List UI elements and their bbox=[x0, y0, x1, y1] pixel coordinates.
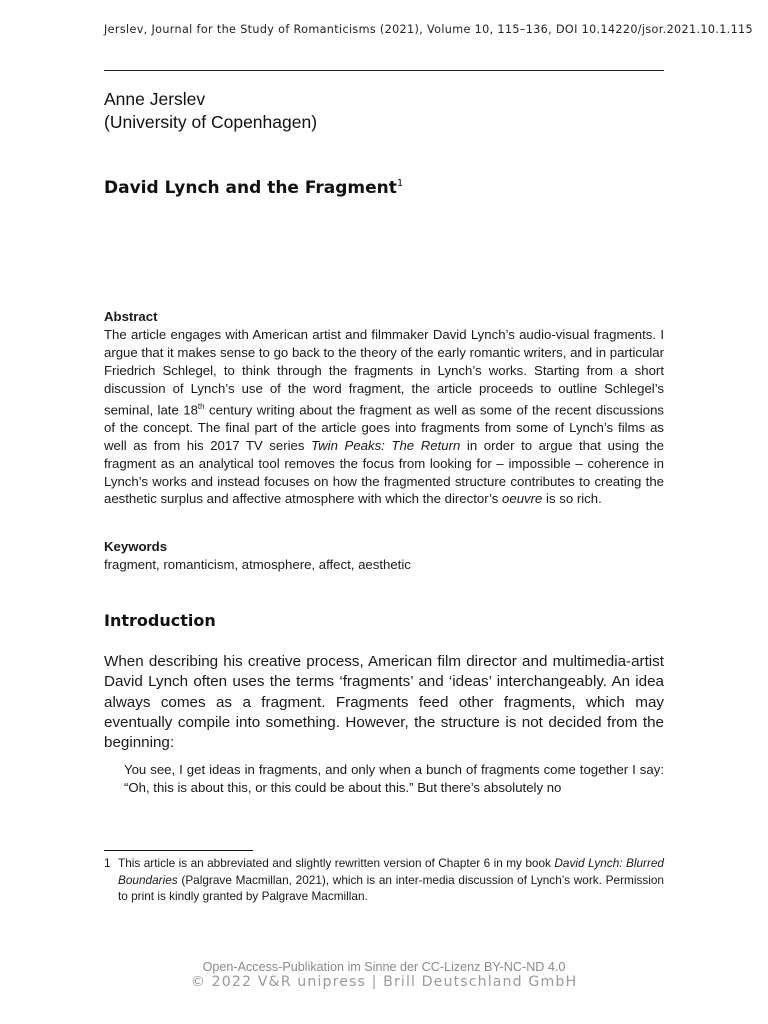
footnote-text bbox=[118, 855, 664, 905]
footnote-number: 1 bbox=[104, 856, 111, 870]
running-head: Jerslev, Journal for the Study of Romanticisms (2021), Volume 10, 115–136, DOI 10.14220/jsor.2021.10.1.115 bbox=[104, 23, 753, 36]
block-quote: You see, I get ideas in fragments, and only when a bunch of fragments come together I say: “Oh, this is about this, or this could be about this.” But there’s absolutely no bbox=[124, 762, 664, 796]
author-affiliation: (University of Copenhagen) bbox=[104, 112, 318, 132]
abstract-text-part: in order to argue that using the fragment as an analytical tool removes the focus from looking for – impossible – coherence in Lynch’s works and instead focuses on how the fragmented structure contributes to creating the aesthetic surplus and affective atmosphere with which the director’s bbox=[104, 437, 665, 507]
header-rule bbox=[104, 70, 664, 71]
author-name: Anne Jerslev bbox=[104, 89, 206, 109]
license-notice: Open-Access-Publikation im Sinne der CC-Lizenz BY-NC-ND 4.0 bbox=[202, 960, 566, 974]
footnote bbox=[104, 855, 664, 905]
introduction-paragraph: When describing his creative process, American film director and multimedia-artist David Lynch often uses the terms ‘fragments’ and ‘ideas’ interchangeably. An idea always comes as a fragment. Fragments feed other fragments, which may eventually compile into something. However, the structure is not decided from the beginning: bbox=[104, 653, 664, 752]
series-title-italic: Twin Peaks: The Return bbox=[311, 437, 461, 453]
abstract-text-part: century writing about the fragment as well as some of the recent discussions of the concept. The final part of the article goes into fragments from some of Lynch’s films as well as from his 2017 TV series bbox=[104, 401, 664, 453]
title-footnote-mark[interactable]: 1 bbox=[396, 178, 404, 189]
article-title bbox=[104, 178, 403, 198]
abstract-text bbox=[104, 326, 664, 508]
ordinal-superscript: th bbox=[197, 401, 205, 411]
footnote-text-part: (Palgrave Macmillan, 2021), which is an inter-media discussion of Lynch’s work. Permission to print is kindly granted by Palgrave Macmillan. bbox=[118, 872, 664, 904]
keywords-section bbox=[104, 538, 664, 574]
abstract-text-part: is so rich. bbox=[542, 491, 602, 507]
author-block bbox=[104, 88, 317, 134]
book-title-italic: David Lynch: Blurred Boundaries bbox=[118, 856, 664, 887]
keywords-text: fragment, romanticism, atmosphere, affect, aesthetic bbox=[104, 556, 411, 572]
oeuvre-italic: oeuvre bbox=[502, 491, 543, 507]
footnote-rule bbox=[104, 850, 253, 851]
article-title-text: David Lynch and the Fragment bbox=[104, 178, 397, 198]
keywords-heading: Keywords bbox=[104, 539, 168, 554]
abstract-heading: Abstract bbox=[104, 309, 158, 324]
footnote-text-part: This article is an abbreviated and slightly rewritten version of Chapter 6 in my book bbox=[118, 856, 555, 870]
abstract-text-part: The article engages with American artist and filmmaker David Lynch’s audio-visual fragments. I argue that it makes sense to go back to the theory of the early romantic writers, and in particular Friedrich Schlegel, to think through the fragments in Lynch’s works. Starting from a short discussion of Lynch’s use of the word fragment, the article proceeds to outline Schlegel’s seminal, late 18 bbox=[104, 326, 664, 417]
introduction-heading: Introduction bbox=[104, 611, 216, 630]
abstract-section bbox=[104, 308, 664, 508]
copyright-notice: © 2022 V&R unipress | Brill Deutschland GmbH bbox=[190, 974, 578, 990]
